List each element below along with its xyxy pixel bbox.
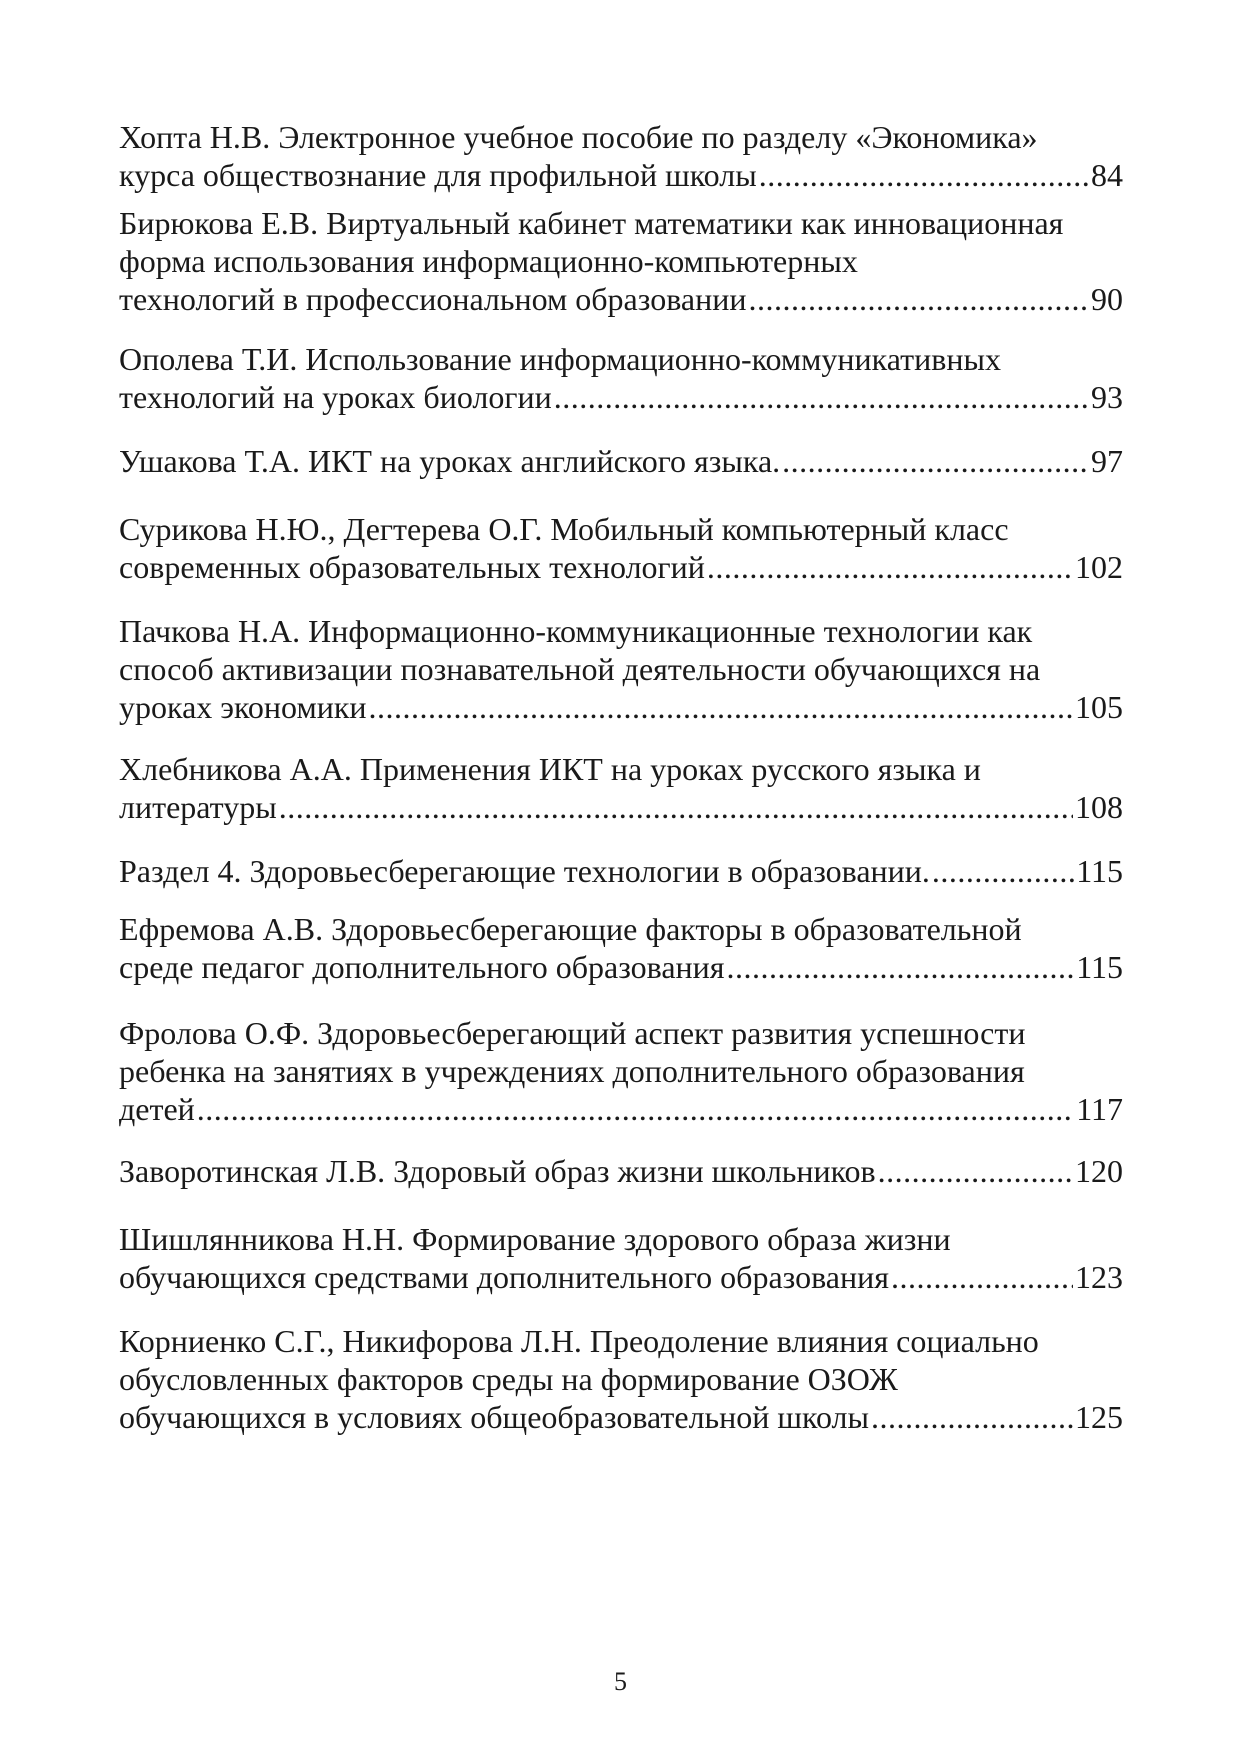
toc-entry-title-line: Ефремова А.В. Здоровьесберегающие факторы в образовательной [119, 911, 1022, 947]
toc-entry-title-line: форма использования информационно-компьютерных [119, 243, 858, 279]
toc-entry-title-end: литературы [119, 789, 277, 825]
toc-entry-title-end: современных образовательных технологий [119, 549, 705, 585]
toc-entry[interactable] [119, 910, 1123, 986]
dot-leader [279, 788, 1073, 826]
toc-entry-last-line [119, 948, 1123, 986]
toc-entry-title-line: Сурикова Н.Ю., Дегтерева О.Г. Мобильный компьютерный класс [119, 511, 1009, 547]
toc-entry[interactable] [119, 750, 1123, 826]
toc-entry-last-line [119, 442, 1123, 480]
toc-entry-page-number: 108 [1075, 789, 1123, 825]
toc-entry-title-end: курса обществознание для профильной школы [119, 157, 757, 193]
dot-leader [554, 378, 1089, 416]
toc-entry-page-number: 105 [1075, 689, 1123, 725]
toc-entry-title-end: Раздел 4. Здоровьесберегающие технологии в образовании. [119, 853, 930, 889]
toc-entry-last-line [119, 156, 1123, 194]
toc-entry-page-number: 115 [1076, 949, 1123, 985]
toc-entry-page-number: 90 [1091, 281, 1123, 317]
toc-entry-page-number: 84 [1091, 157, 1123, 193]
toc-entry[interactable] [119, 204, 1123, 318]
toc-entry-page-number: 93 [1091, 379, 1123, 415]
toc-entry-last-line [119, 280, 1123, 318]
dot-leader [878, 1152, 1073, 1190]
toc-entry-title-end: Заворотинская Л.В. Здоровый образ жизни школьников [119, 1153, 876, 1189]
toc-entry-last-line [119, 852, 1123, 890]
toc-entry-title-line: Пачкова Н.А. Информационно-коммуникационные технологии как [119, 613, 1033, 649]
toc-entry-title-end: детей [119, 1091, 195, 1127]
toc-entry-page-number: 115 [1076, 853, 1123, 889]
toc-entry-title-end: обучающихся в условиях общеобразовательной школы [119, 1399, 869, 1435]
toc-entry[interactable] [119, 510, 1123, 586]
toc-entry-title-end: обучающихся средствами дополнительного образования [119, 1259, 889, 1295]
page-number: 5 [614, 1667, 627, 1696]
toc-entry-title-line: Корниенко С.Г., Никифорова Л.Н. Преодоление влияния социально [119, 1323, 1039, 1359]
dot-leader [748, 280, 1089, 318]
toc-entry-page-number: 102 [1075, 549, 1123, 585]
toc-entry[interactable] [119, 852, 1123, 890]
toc-entry-title-line: ребенка на занятиях в учреждениях дополнительного образования [119, 1053, 1025, 1089]
toc-entry-title-line: Бирюкова Е.В. Виртуальный кабинет математики как инновационная [119, 205, 1064, 241]
toc-entry-title-end: технологий на уроках биологии [119, 379, 552, 415]
dot-leader [932, 852, 1074, 890]
toc-entry-title-end: уроках экономики [119, 689, 367, 725]
toc-entry[interactable] [119, 1014, 1123, 1128]
toc-entry-last-line [119, 1258, 1123, 1296]
toc-entry[interactable] [119, 442, 1123, 480]
toc-entry-last-line [119, 1090, 1123, 1128]
toc-entry-last-line [119, 1152, 1123, 1190]
toc-entry-title-line: Хопта Н.В. Электронное учебное пособие по разделу «Экономика» [119, 119, 1038, 155]
toc-entry-last-line [119, 378, 1123, 416]
toc-entry-last-line [119, 1398, 1123, 1436]
dot-leader [782, 442, 1089, 480]
dot-leader [871, 1398, 1073, 1436]
toc-entry-title-line: обусловленных факторов среды на формирование ОЗОЖ [119, 1361, 898, 1397]
toc-entry[interactable] [119, 1322, 1123, 1436]
toc-entry[interactable] [119, 340, 1123, 416]
toc-entry-page-number: 97 [1091, 443, 1123, 479]
toc-entry-page-number: 120 [1075, 1153, 1123, 1189]
dot-leader [197, 1090, 1074, 1128]
toc-entry-last-line [119, 688, 1123, 726]
toc-entry-title-line: способ активизации познавательной деятельности обучающихся на [119, 651, 1041, 687]
dot-leader [368, 688, 1073, 726]
toc-entry-page-number: 125 [1075, 1399, 1123, 1435]
dot-leader [707, 548, 1073, 586]
toc-entry-last-line [119, 788, 1123, 826]
toc-entry-last-line [119, 548, 1123, 586]
toc-entry-title-end: технологий в профессиональном образовании [119, 281, 747, 317]
toc-entry-title-line: Хлебникова А.А. Применения ИКТ на уроках русского языка и [119, 751, 981, 787]
dot-leader [759, 156, 1089, 194]
toc-entry[interactable] [119, 118, 1123, 194]
toc-entry[interactable] [119, 1220, 1123, 1296]
toc-entry-title-end: среде педагог дополнительного образования [119, 949, 725, 985]
dot-leader [891, 1258, 1073, 1296]
toc-entry-title-line: Шишлянникова Н.Н. Формирование здорового образа жизни [119, 1221, 951, 1257]
toc-entry-title-end: Ушакова Т.А. ИКТ на уроках английского языка. [119, 443, 781, 479]
toc-entry[interactable] [119, 612, 1123, 726]
toc-entry-page-number: 117 [1076, 1091, 1123, 1127]
toc-entry-title-line: Фролова О.Ф. Здоровьесберегающий аспект развития успешности [119, 1015, 1026, 1051]
dot-leader [727, 948, 1075, 986]
toc-entry-title-line: Ополева Т.И. Использование информационно-коммуникативных [119, 341, 1001, 377]
toc-entry[interactable] [119, 1152, 1123, 1190]
toc-entry-page-number: 123 [1075, 1259, 1123, 1295]
